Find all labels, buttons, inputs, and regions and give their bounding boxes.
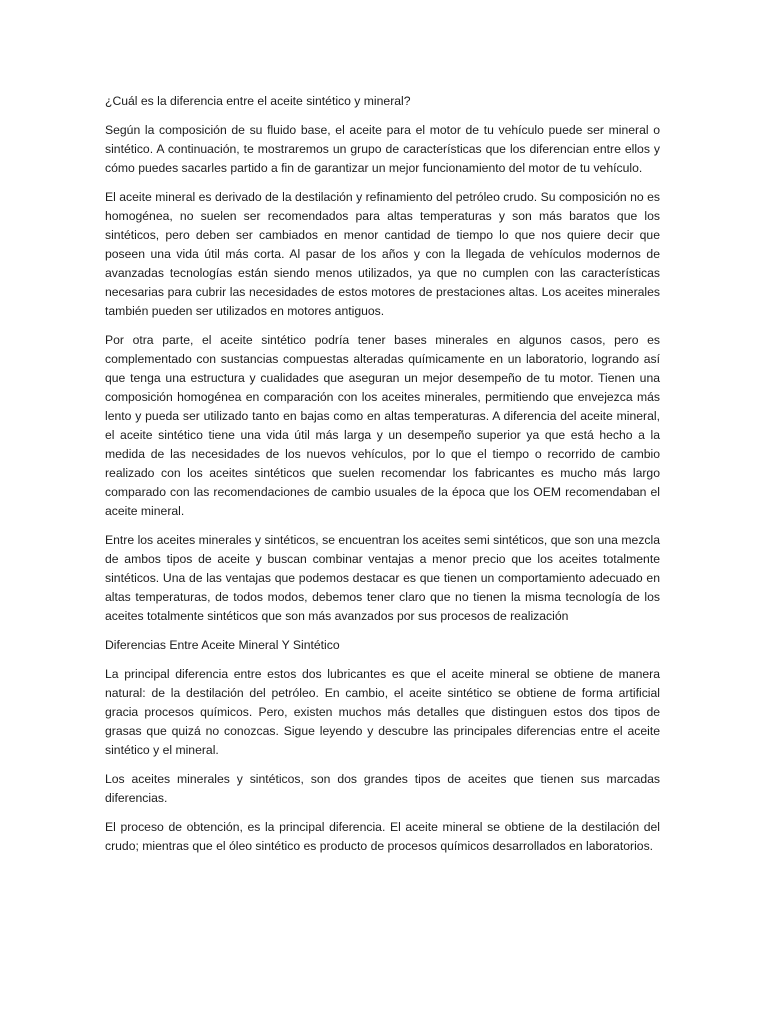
paragraph: El proceso de obtención, es la principal diferencia. El aceite mineral se obtiene de la destilación del crudo; mientras que el óleo sintético es producto de procesos químicos desarrollados en laboratorios. xyxy=(105,820,660,853)
document-page xyxy=(105,92,660,866)
paragraph: El aceite mineral es derivado de la destilación y refinamiento del petróleo crudo. Su composición no es homogénea, no suelen ser recomendados para altas temperaturas y son más baratos que los sintéticos, pero deben ser cambiados en menor cantidad de tiempo lo que nos quiere decir que poseen una vida útil más corta. Al pasar de los años y con la llegada de vehículos modernos de avanzadas tecnologías están siendo menos utilizados, ya que no cumplen con las características necesarias para cubrir las necesidades de estos motores de prestaciones altas. Los aceites minerales también pueden ser utilizados en motores antiguos. xyxy=(105,190,660,318)
paragraph: Según la composición de su fluido base, el aceite para el motor de tu vehículo puede ser mineral o sintético. A continuación, te mostraremos un grupo de características que los diferencian entre ellos y cómo puedes sacarles partido a fin de garantizar un mejor funcionamiento del motor de tu vehículo. xyxy=(105,123,660,175)
paragraph: Por otra parte, el aceite sintético podría tener bases minerales en algunos casos, pero es complementado con sustancias compuestas alteradas químicamente en un laboratorio, logrando así que tenga una estructura y cualidades que aseguran un mejor desempeño de tu motor. Tienen una composición homogénea en comparación con los aceites minerales, permitiendo que envejezca más lento y pueda ser utilizado tanto en bajas como en altas temperaturas. A diferencia del aceite mineral, el aceite sintético tiene una vida útil más larga y un desempeño superior ya que está hecho a la medida de las necesidades de los nuevos vehículos, por lo que el tiempo o recorrido de cambio realizado con los aceites sintéticos que suelen recomendar los fabricantes es mucho más largo comparado con las recomendaciones de cambio usuales de la época que los OEM recomendaban el aceite mineral. xyxy=(105,333,660,518)
paragraph: Los aceites minerales y sintéticos, son dos grandes tipos de aceites que tienen sus marcadas diferencias. xyxy=(105,772,660,805)
document-title: ¿Cuál es la diferencia entre el aceite sintético y mineral? xyxy=(105,94,411,108)
paragraph: Entre los aceites minerales y sintéticos, se encuentran los aceites semi sintéticos, que son una mezcla de ambos tipos de aceite y buscan combinar ventajas a menor precio que los aceites totalmente sintéticos. Una de las ventajas que podemos destacar es que tienen un comportamiento adecuado en altas temperaturas, de todos modos, debemos tener claro que no tienen la misma tecnología de los aceites totalmente sintéticos que son más avanzados por sus procesos de realización xyxy=(105,533,660,623)
section-subheading: Diferencias Entre Aceite Mineral Y Sintético xyxy=(105,638,340,652)
paragraph: La principal diferencia entre estos dos lubricantes es que el aceite mineral se obtiene de manera natural: de la destilación del petróleo. En cambio, el aceite sintético se obtiene de forma artificial gracia procesos químicos. Pero, existen muchos más detalles que distinguen estos dos tipos de grasas que quizá no conozcas. Sigue leyendo y descubre las principales diferencias entre el aceite sintético y el mineral. xyxy=(105,667,660,757)
